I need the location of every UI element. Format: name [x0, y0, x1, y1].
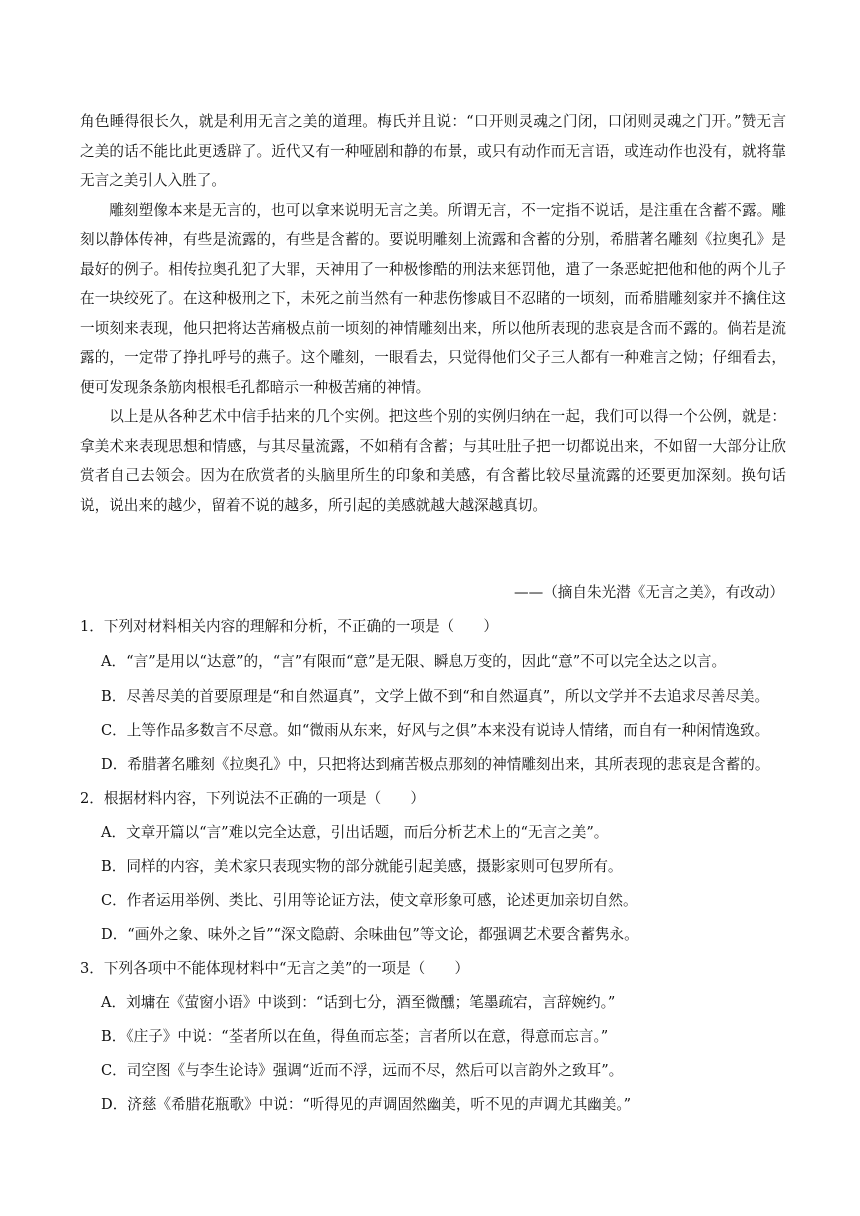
question-3-stem: 3．下列各项中不能体现材料中“无言之美”的一项是（ ）: [80, 960, 470, 977]
passage-paragraph-1: 角色睡得很长久，就是利用无言之美的道理。梅氏并且说：“口开则灵魂之门闭，口闭则灵魂之门开。”赞无言之美的话不能比此更透辟了。近代又有一种哑剧和静的布景，或只有动作而无言语，或连动作也没有，就将靠无言之美引人入胜了。: [80, 113, 786, 189]
passage-paragraph-3: 以上是从各种艺术中信手拈来的几个实例。把这些个别的实例归纳在一起，我们可以得一个公例，就是：拿美术来表现思想和情感，与其尽量流露，不如稍有含蓄；与其吐肚子把一切都说出来，不如留一大部分让欣赏者自己去领会。因为在欣赏者的头脑里所生的印象和美感，有含蓄比较尽量流露的还要更加深刻。换句话说，说出来的越少，留着不说的越多，所引起的美感就越大越深越真切。: [80, 408, 786, 514]
question-2-option-d: D．“画外之象、味外之旨”“深文隐蔚、余味曲包”等文论，都强调艺术要含蓄隽永。: [101, 926, 639, 943]
question-2-option-c: C．作者运用举例、类比、引用等论证方法，使文章形象可感，论述更加亲切自然。: [101, 892, 638, 909]
question-3-option-b: B．《庄子》中说：“荃者所以在鱼，得鱼而忘荃；言者所以在意，得意而忘言。”: [101, 1028, 609, 1045]
question-1-option-b: B．尽善尽美的首要原理是“和自然逼真”，文学上做不到“和自然逼真”，所以文学并不去追求尽善尽美。: [101, 688, 770, 705]
question-3-option-a: A．刘墉在《萤窗小语》中谈到：“话到七分，酒至微醺；笔墨疏宕，言辞婉约。”: [101, 994, 616, 1011]
question-2-option-a: A．文章开篇以“言”难以完全达意，引出话题，而后分析艺术上的“无言之美”。: [101, 824, 609, 841]
passage-source: ——（摘自朱光潜《无言之美》，有改动）: [514, 584, 784, 601]
question-1-option-d: D．希腊著名雕刻《拉奥孔》中，只把将达到痛苦极点那刻的神情雕刻出来，其所表现的悲哀是含蓄的。: [101, 756, 770, 773]
question-1-option-c: C．上等作品多数言不尽意。如“微雨从东来，好风与之俱”本来没有说诗人情绪，而自有一种闲情逸致。: [101, 722, 770, 739]
question-1-option-a: A．“言”是用以“达意”的，“言”有限而“意”是无限、瞬息万变的，因此“意”不可以完全达之以言。: [101, 653, 727, 670]
passage-paragraph-2: 雕刻塑像本来是无言的，也可以拿来说明无言之美。所谓无言，不一定指不说话，是注重在含蓄不露。雕刻以静体传神，有些是流露的，有些是含蓄的。要说明雕刻上流露和含蓄的分别，希腊著名雕刻《拉奥孔》是最好的例子。相传拉奥孔犯了大罪，天神用了一种极惨酷的刑法来惩罚他，遣了一条恶蛇把他和他的两个儿子在一块绞死了。在这种极刑之下，未死之前当然有一种悲伤惨戚目不忍睹的一顷刻，而希腊雕刻家并不擒住这一顷刻来表现，他只把将达苦痛极点前一顷刻的神情雕刻出来，所以他所表现的悲哀是含而不露的。倘若是流露的，一定带了挣扎呼号的燕子。这个雕刻，一眼看去，只觉得他们父子三人都有一种难言之恸；仔细看去，便可发现条条筋肉根根毛孔都暗示一种极苦痛的神情。: [80, 201, 786, 396]
passage-body: [80, 107, 786, 520]
question-3-option-d: D．济慈《希腊花瓶歌》中说：“听得见的声调固然幽美，听不见的声调尤其幽美。”: [101, 1096, 632, 1113]
question-3-option-c: C．司空图《与李生论诗》强调“近而不浮，远而不尽，然后可以言韵外之致耳”。: [101, 1062, 624, 1079]
question-1-stem: 1．下列对材料相关内容的理解和分析，不正确的一项是（ ）: [80, 618, 498, 635]
question-2-stem: 2．根据材料内容，下列说法不正确的一项是（ ）: [80, 790, 425, 807]
question-2-option-b: B．同样的内容，美术家只表现实物的部分就能引起美感，摄影家则可包罗所有。: [101, 858, 623, 875]
